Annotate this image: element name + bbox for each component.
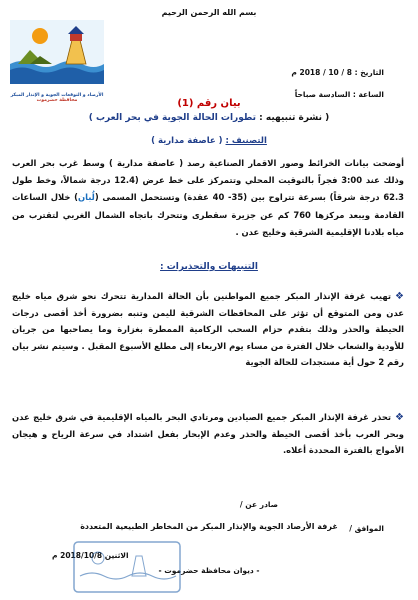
bulletin-title: بيان رقم (1) [177, 98, 241, 109]
issue-date: التاريخ : 8 / 10 / 2018 م [291, 68, 384, 77]
warning-item-2 [12, 409, 404, 459]
warning-item-1 [12, 288, 404, 370]
classification [0, 136, 418, 146]
approved-label: الموافق / [349, 524, 384, 533]
paragraph-part2: ) خلال الساعات القادمة ويبعد مركزها 760 كم عن جزيرة سقطرى وتتحرك باتجاه الشمال الغربي لتقترب من مياه بلادنا الإقليمية الشرقية وخليج عدن . [12, 192, 404, 237]
diamond-bullet-icon: ❖ [395, 412, 404, 423]
governorate-office: - ديوان محافظة حضرموت - [158, 566, 260, 575]
warning-item-2-text: تحذر غرفة الإنذار المبكر جميع الصيادين ومرتادي البحر بالمياه الإقليمية في شرق خليج عدن وبحر العرب بأخذ أقصى الحيطة والحذر وعدم الإبحار بفعل اشتداد في سرعة الرياح و هيجان الأمواج بالفترة المحددة أعلاه. [12, 412, 404, 456]
bulletin-topic [0, 113, 418, 123]
classification-value: ( عاصفة مدارية ) [151, 136, 223, 146]
warnings-heading-text: التنبيهات والتحذيرات : [160, 262, 258, 272]
organization-logo [10, 20, 104, 104]
main-paragraph [12, 155, 404, 241]
org-line2: محافظة حضرموت [36, 98, 78, 104]
topic-label: ( نشرة تنبيهيه : [259, 113, 330, 123]
paragraph-part1: أوضحت بيانات الخرائط وصور الاقمار الصناعية رصد ( عاصفة مدارية ) وسط غرب بحر العرب وذلك عند 3:00 فجراً بالتوقيت المحلي وتتمركز على خط عرض (12.4 درجة شمالاً، وخط طول 62.3 درجة شرقاً) بسرعة تتراوح بين (35- 40 عقدة) وتستحمل المسمى ( [12, 158, 404, 203]
warning-item-1-text: تهيب غرفة الإنذار المبكر جميع المواطنين بأن الحالة المدارية تتحرك نحو شرق مياه خليج عدن ومن المتوقع أن تؤثر على المحافظات الشرقية لليمن وتنبه بضرورة أخذ أقصى درجات الحيطة والحذر وذلك بتقدم حزام السحب الركامية الممطرة بغزارة وما يصاحبها من جريان للأودية والشعاب خلال الفترة من مساء يوم الاربعاء إلى مطلع الأسبوع المقبل . وسيتم نشر بيان رقم 2 حول أية مستجدات للحالة الجوية [12, 291, 404, 367]
official-stamp [72, 540, 182, 594]
classification-label: التصنيف : [225, 136, 267, 146]
bismillah: بسم الله الرحمن الرحيم [161, 8, 257, 17]
issued-by: صادر عن / [239, 500, 278, 509]
org-line1: الأرصاد و التوقعات الجوية و الإنذار المبكر [10, 92, 104, 98]
issue-time: الساعة : السادسة صباحاً [294, 90, 384, 99]
issuing-office: غرفة الأرصاد الجوية والإنذار المبكر من المخاطر الطبيعية المتعددة [80, 522, 338, 531]
diamond-bullet-icon: ❖ [395, 291, 404, 302]
signature-date: الاثنين 2018/10/8 م [52, 551, 129, 560]
topic-value: تطورات الحالة الجوية في بحر العرب ) [88, 113, 257, 123]
lighthouse-icon [10, 20, 104, 84]
warnings-heading [0, 262, 418, 272]
storm-name: لُبان [77, 192, 95, 203]
